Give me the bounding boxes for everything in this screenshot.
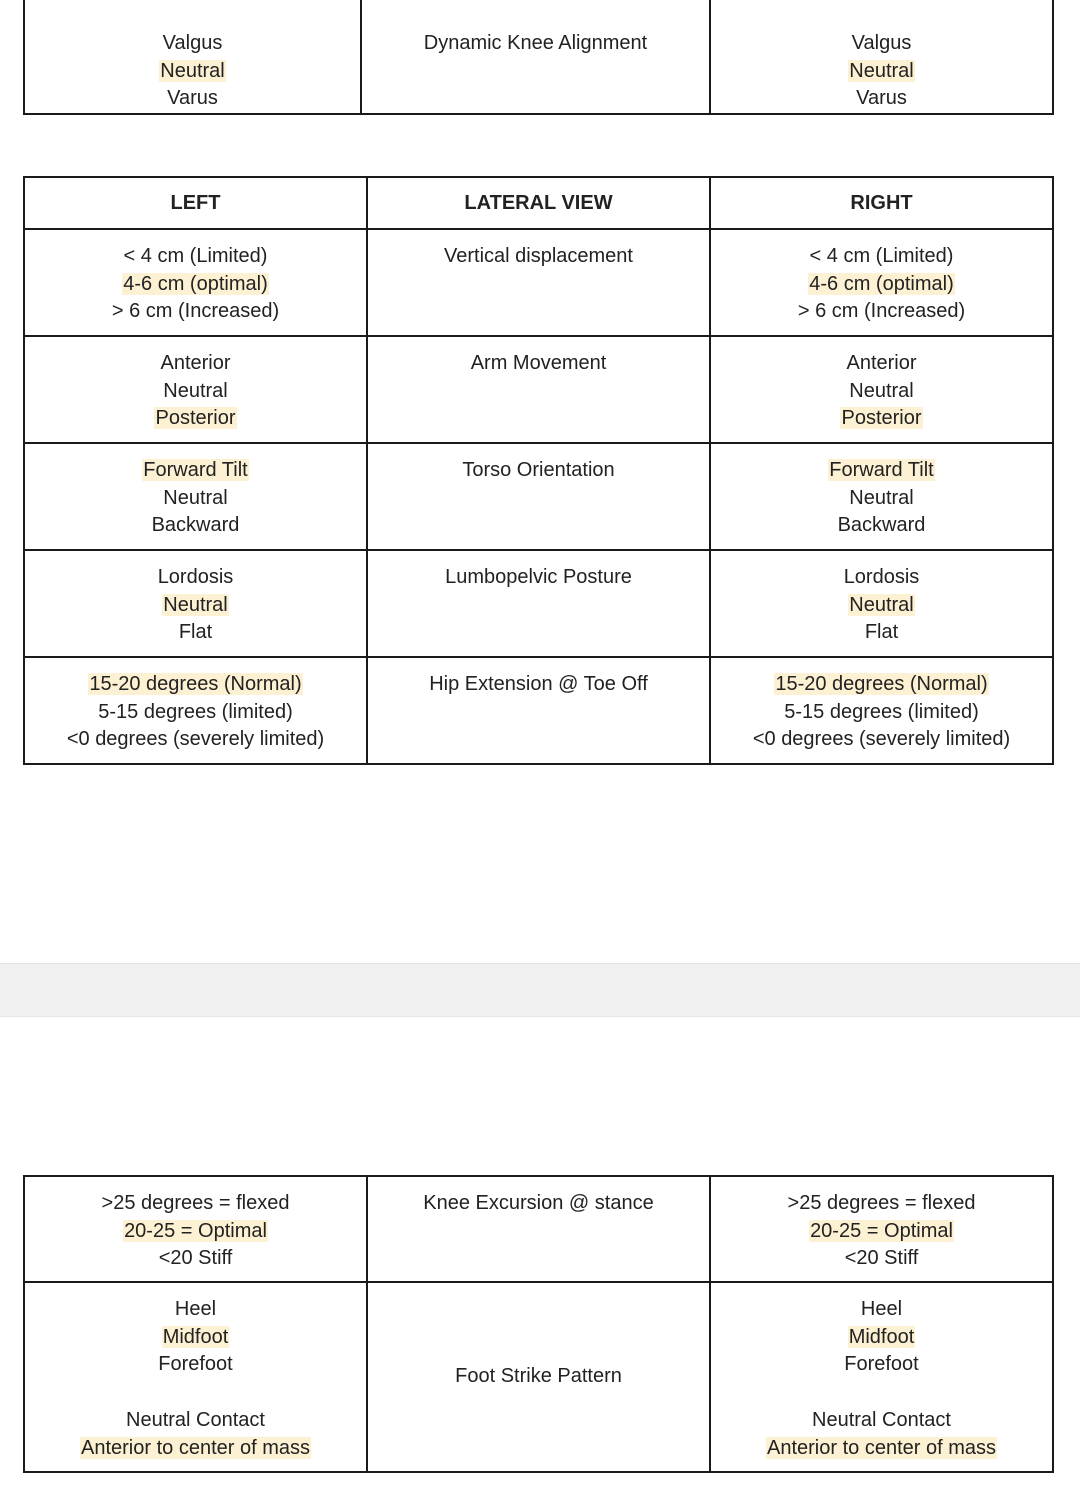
- option-highlighted: Anterior to center of mass: [767, 1436, 996, 1459]
- option: Neutral: [849, 379, 914, 402]
- table-row: [24, 1176, 1053, 1282]
- option-highlighted: Midfoot: [848, 1325, 915, 1348]
- row-label: Torso Orientation: [367, 443, 710, 550]
- option: Neutral: [163, 486, 228, 509]
- option-highlighted: 4-6 cm (optimal): [123, 272, 268, 295]
- table-row: [24, 0, 1053, 114]
- left-options: [24, 336, 367, 443]
- option: Valgus: [851, 32, 912, 54]
- right-options: [710, 1176, 1053, 1282]
- right-options: [710, 443, 1053, 550]
- option: <20 Stiff: [844, 1247, 919, 1270]
- row-label: Vertical displacement: [367, 229, 710, 336]
- left-options: [24, 657, 367, 764]
- option-highlighted: Neutral: [160, 59, 225, 82]
- option: <20 Stiff: [158, 1247, 233, 1270]
- option-highlighted: Neutral: [849, 593, 914, 616]
- row-label-text: Dynamic Knee Alignment: [423, 32, 648, 54]
- row-label: Arm Movement: [367, 336, 710, 443]
- option-highlighted: 20-25 = Optimal: [810, 1219, 953, 1242]
- option: Anterior: [846, 352, 917, 374]
- option: <0 degrees (severely limited): [66, 728, 325, 751]
- option: Lordosis: [157, 566, 234, 588]
- option: Backward: [837, 514, 926, 537]
- left-options: [24, 0, 361, 114]
- header-left: LEFT: [24, 177, 367, 229]
- left-options: [24, 229, 367, 336]
- option-highlighted: Forward Tilt: [143, 459, 248, 481]
- option: Neutral Contact: [812, 1408, 951, 1431]
- option: Valgus: [162, 32, 223, 54]
- knee-foot-table: [23, 1175, 1054, 1473]
- table-row: [24, 1282, 1053, 1472]
- header-right: RIGHT: [710, 177, 1053, 229]
- option-highlighted: 15-20 degrees (Normal): [89, 673, 302, 695]
- right-options: [710, 336, 1053, 443]
- option-highlighted: Posterior: [155, 407, 236, 430]
- row-label: Foot Strike Pattern: [367, 1282, 710, 1472]
- option: Neutral: [163, 379, 228, 402]
- option-highlighted: Neutral: [163, 593, 228, 616]
- right-options: [710, 550, 1053, 657]
- row-label: Lumbopelvic Posture: [367, 550, 710, 657]
- option: Anterior: [160, 352, 231, 374]
- page-divider: [0, 963, 1080, 1017]
- right-options: [710, 229, 1053, 336]
- header-lateral-view: LATERAL VIEW: [367, 177, 710, 229]
- knee-alignment-table: [23, 0, 1054, 115]
- option-highlighted: 4-6 cm (optimal): [809, 272, 954, 295]
- left-options: [24, 443, 367, 550]
- option: Flat: [178, 621, 213, 644]
- option: Varus: [167, 87, 218, 110]
- option: Lordosis: [843, 566, 920, 588]
- option-highlighted: 20-25 = Optimal: [124, 1219, 267, 1242]
- option: 5-15 degrees (limited): [98, 700, 293, 723]
- table-row: [24, 443, 1053, 550]
- option: < 4 cm (Limited): [123, 245, 268, 267]
- right-options: [710, 0, 1053, 114]
- option: Varus: [856, 87, 907, 110]
- option: <0 degrees (severely limited): [752, 728, 1011, 751]
- left-options: [24, 1282, 367, 1472]
- option: Flat: [864, 621, 899, 644]
- right-options: [710, 657, 1053, 764]
- option-highlighted: Anterior to center of mass: [81, 1436, 310, 1459]
- option-highlighted: Forward Tilt: [829, 459, 934, 481]
- option: Backward: [151, 514, 240, 537]
- option: >25 degrees = flexed: [101, 1192, 290, 1214]
- option: < 4 cm (Limited): [809, 245, 954, 267]
- option: 5-15 degrees (limited): [784, 700, 979, 723]
- option: Heel: [860, 1298, 903, 1320]
- table-row: [24, 550, 1053, 657]
- row-label: [361, 0, 710, 114]
- option: Heel: [174, 1298, 217, 1320]
- table-row: [24, 657, 1053, 764]
- right-options: [710, 1282, 1053, 1472]
- option-highlighted: Neutral: [849, 59, 914, 82]
- option-highlighted: Midfoot: [162, 1325, 229, 1348]
- left-options: [24, 1176, 367, 1282]
- row-label: Knee Excursion @ stance: [367, 1176, 710, 1282]
- option-highlighted: Posterior: [841, 407, 922, 430]
- option: Forefoot: [844, 1353, 919, 1376]
- row-label: Hip Extension @ Toe Off: [367, 657, 710, 764]
- table-row: [24, 336, 1053, 443]
- option: Forefoot: [158, 1353, 233, 1376]
- option: >25 degrees = flexed: [787, 1192, 976, 1214]
- left-options: [24, 550, 367, 657]
- table-row: [24, 229, 1053, 336]
- option: > 6 cm (Increased): [111, 300, 280, 323]
- lateral-view-table: [23, 176, 1054, 765]
- table-header-row: [24, 177, 1053, 229]
- option: > 6 cm (Increased): [797, 300, 966, 323]
- option: Neutral Contact: [126, 1408, 265, 1431]
- option-highlighted: 15-20 degrees (Normal): [775, 673, 988, 695]
- option: Neutral: [849, 486, 914, 509]
